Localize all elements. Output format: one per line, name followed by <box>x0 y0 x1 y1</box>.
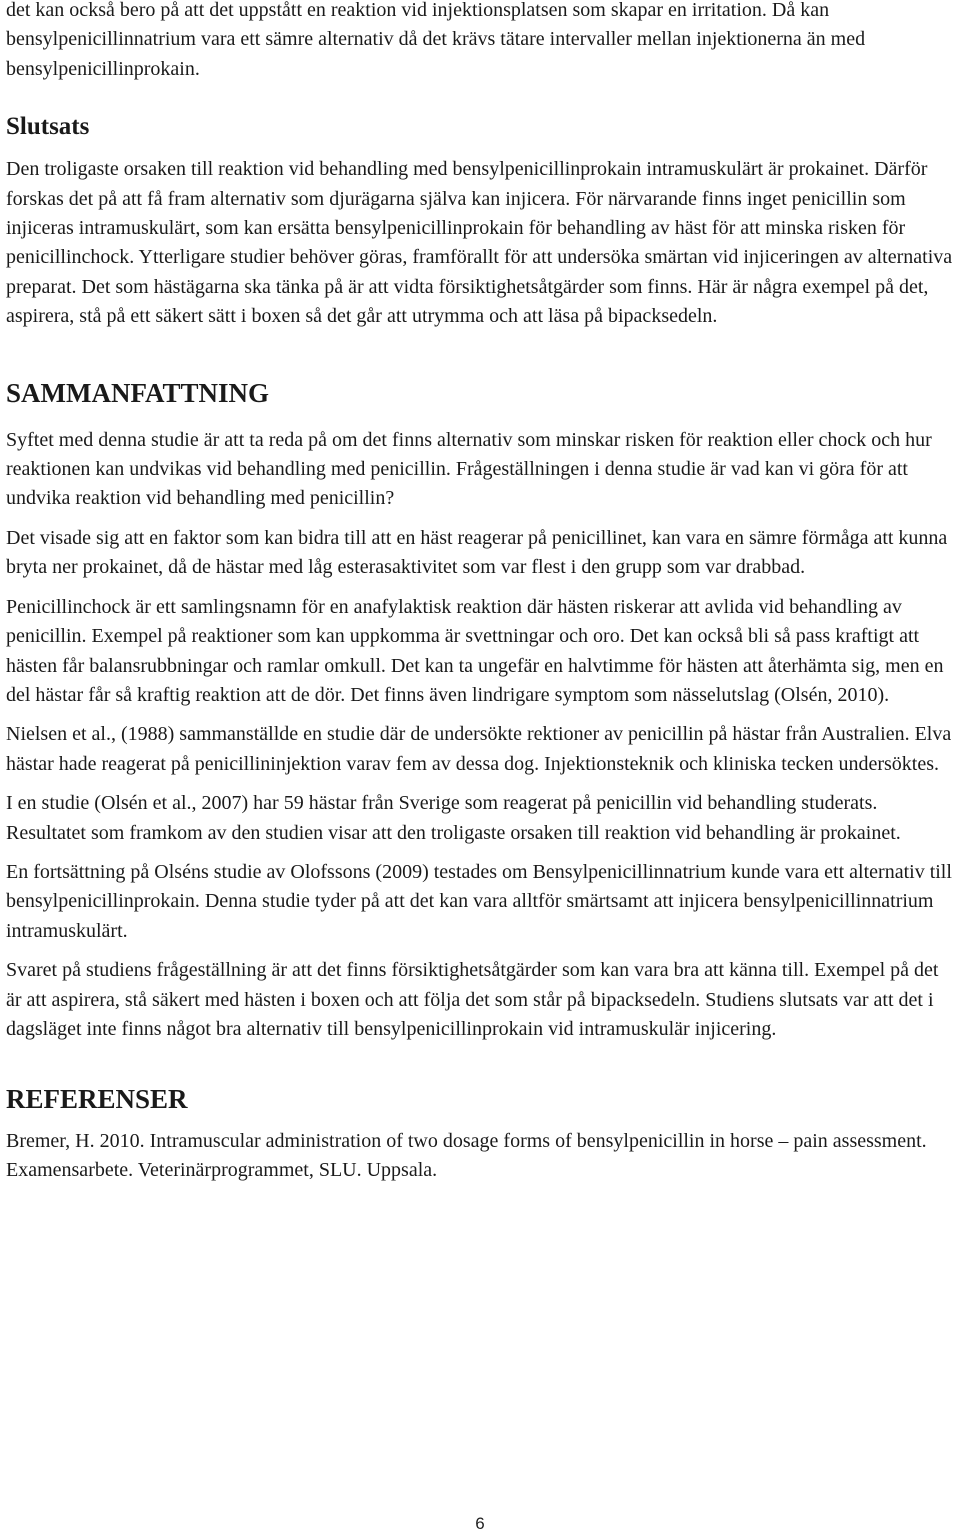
sammanfattning-heading: SAMMANFATTNING <box>6 377 269 408</box>
referenser-section <box>6 1127 954 1185</box>
page-number: 6 <box>475 1514 485 1533</box>
sammanfattning-section <box>6 426 954 1045</box>
sammanfattning-paragraph: Det visade sig att en faktor som kan bidra till att en häst reagerar på penicillinet, kan vara en sämre förmåga att kunna bryta ner prokainet, då de hästar med låg esterasaktivitet som var flest i den grupp som var drabbad. <box>6 526 948 579</box>
slutsats-heading: Slutsats <box>6 113 90 141</box>
sammanfattning-paragraph: Svaret på studiens frågeställning är att det finns försiktighetsåtgärder som kan vara bra att känna till. Exempel på det är att aspirera, stå säkert med hästen i boxen och att följa det som står på bipacksedeln. Studiens slutsats var att det i dagsläget inte finns något bra alternativ till bensylpenicillinprokain vid intramuskulär injicering. <box>6 959 939 1040</box>
sammanfattning-paragraph: En fortsättning på Olséns studie av Olofssons (2009) testades om Bensylpenicillinnatrium kunde vara ett alternativ till bensylpenicillinprokain. Denna studie tyder på att det kan vara alltför smärtsamt att injicera bensylpenicillinnatrium intramuskulärt. <box>6 860 952 942</box>
referenser-heading: REFERENSER <box>6 1084 188 1115</box>
slutsats-section <box>6 155 954 331</box>
sammanfattning-paragraph: Syftet med denna studie är att ta reda på om det finns alternativ som minskar risken för reaktion eller chock och hur reaktionen kan undvikas vid behandling med penicillin. Frågeställningen i denna studie är vad kan vi göra för att undvika reaktion vid behandling med penicillin? <box>6 428 932 510</box>
sammanfattning-paragraph: Nielsen et al., (1988) sammanställde en studie där de undersökte rektioner av penicillin på hästar från Australien. Elva hästar hade reagerat på penicillininjektion varav fem av dessa dog. Injektionsteknik och kliniska tecken undersöktes. <box>6 723 952 775</box>
sammanfattning-paragraph: Penicillinchock är ett samlingsnamn för en anafylaktisk reaktion där hästen riskerar att avlida vid behandling av penicillin. Exempel på reaktioner som kan uppkomma är svettningar och oro. Det kan också bli så pass kraftigt att hästen får balansrubbningar och ramlar omkull. Det kan ta ungefär en halvtimme för hästen att återhämta sig, men en del hästar får så kraftig reaktion att de dör. Det finns även lindrigare symptom som nässelutslag (Olsén, 2010). <box>6 595 944 706</box>
slutsats-paragraph: Den troligaste orsaken till reaktion vid behandling med bensylpenicillinprokain intramuskulärt är prokainet. Därför forskas det på att få fram alternativ som djurägarna själva kan injicera. För närvarande finns inget penicillin som injiceras intramuskulärt, som kan ersätta bensylpenicillinprokain för behandling av häst för att minska risken för penicillinchock. Ytterligare studier behöver göras, framförallt för att undersöka smärtan vid injiceringen av alternativa preparat. Det som hästägarna ska tänka på är att vidta försiktighetsåtgärder som finns. Här är några exempel på det, aspirera, stå på ett säkert sätt i boxen så det går att utrymma och att läsa på bipacksedeln. <box>6 158 953 328</box>
reference-entry: Bremer, H. 2010. Intramuscular administration of two dosage forms of bensylpenicillin in horse – pain assessment. Examensarbete. Veterinärprogrammet, SLU. Uppsala. <box>6 1130 927 1182</box>
document-page <box>6 0 954 1185</box>
intro-paragraph: det kan också bero på att det uppstått en reaktion vid injektionsplatsen som skapar en irritation. Då kan bensylpenicillinnatrium vara ett sämre alternativ då det krävs tätare intervaller mellan injektionerna än med bensylpenicillinprokain. <box>6 0 866 80</box>
sammanfattning-paragraph: I en studie (Olsén et al., 2007) har 59 hästar från Sverige som reagerat på penicillin vid behandling studerats. Resultatet som framkom av den studien visar att den troligaste orsaken till reaktion vid behandling är prokainet. <box>6 792 901 844</box>
